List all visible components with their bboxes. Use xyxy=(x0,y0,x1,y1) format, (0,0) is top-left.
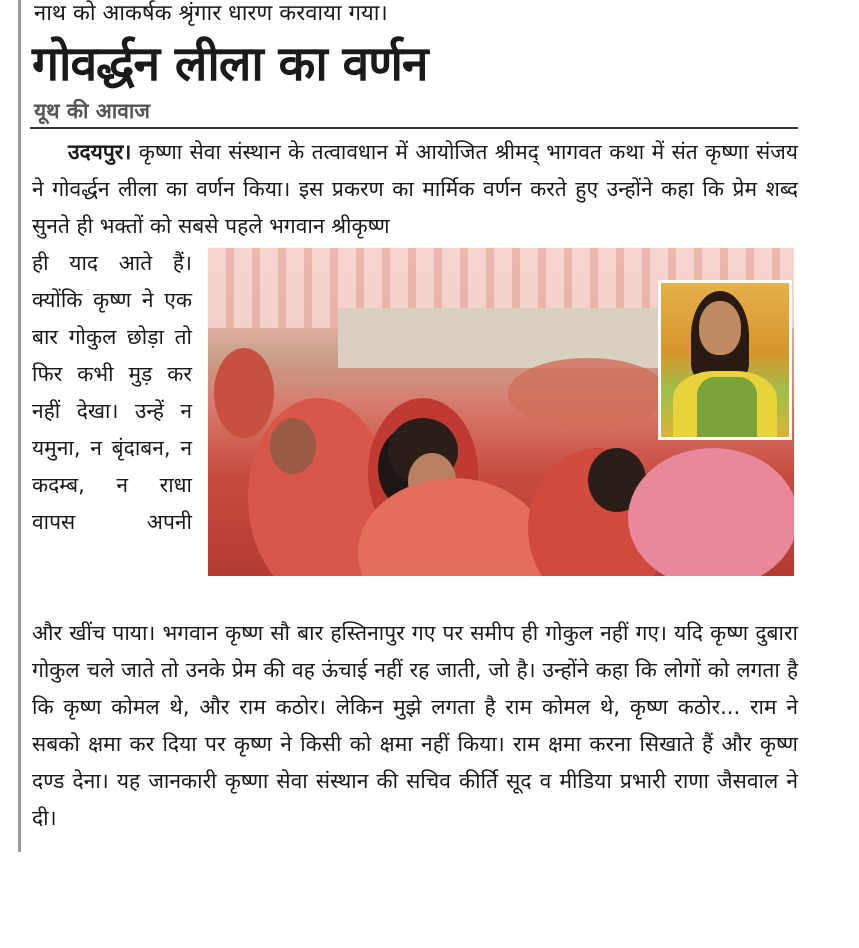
devotee-figure xyxy=(270,418,316,474)
article-headline: गोवर्द्धन लीला का वर्णन xyxy=(32,36,428,92)
speaker-portrait-photo xyxy=(658,280,792,440)
byline-divider xyxy=(30,127,798,129)
devotee-figure xyxy=(214,348,274,438)
devotees-photo xyxy=(208,248,794,576)
column-rule xyxy=(18,0,21,852)
speaker-shirt xyxy=(697,377,757,437)
speaker-face xyxy=(699,301,741,355)
article-body-text: और खींच पाया। भगवान कृष्ण सौ बार हस्तिनापुर गए पर समीप ही गोकुल नहीं गए। यदि कृष्ण दुबारा गोकुल चले जाते तो उनके प्रेम की वह ऊंचाई नहीं रह जाती, जो है। उन्होंने कहा कि लोगों को लगता है कि कृष्ण कोमल थे, और राम कठोर। लेकिन मुझे लगता है राम कोमल थे, कृष्ण कठोर... राम ने सबको क्षमा कर दिया पर कृष्ण ने किसी को क्षमा नहीं किया। राम क्षमा करना सिखाते हैं और कृष्ण दण्ड देना। यह जानकारी कृष्णा सेवा संस्थान की सचिव कीर्ति सूद व मीडिया प्रभारी राणा जैसवाल ने दी। xyxy=(32,621,798,830)
article-dateline: उदयपुर। xyxy=(68,140,132,164)
article-intro-paragraph xyxy=(32,134,798,245)
devotee-figure xyxy=(628,448,794,576)
article-wrapped-text: ही याद आते हैं। क्योंकि कृष्ण ने एक बार गोकुल छोड़ा तो फिर कभी मुड़ कर नहीं देखा। उन्हें न यमुना, न बृंदाबन, न कदम्ब, न राधा वापस अपनी xyxy=(32,251,192,534)
article-byline: यूथ की आवाज xyxy=(34,99,150,123)
devotee-figure xyxy=(508,358,668,428)
previous-article-last-line: नाथ को आकर्षक श्रृंगार धारण करवाया गया। xyxy=(34,1,388,26)
article-intro-text: कृष्णा सेवा संस्थान के तत्वावधान में आयोजित श्रीमद् भागवत कथा में संत कृष्णा संजय ने गोवर्द्धन लीला का वर्णन किया। इस प्रकरण का मार्मिक वर्णन करते हुए उन्होंने कहा कि प्रेम शब्द सुनते ही भक्तों को सबसे पहले भगवान श्रीकृष्ण xyxy=(32,140,798,238)
